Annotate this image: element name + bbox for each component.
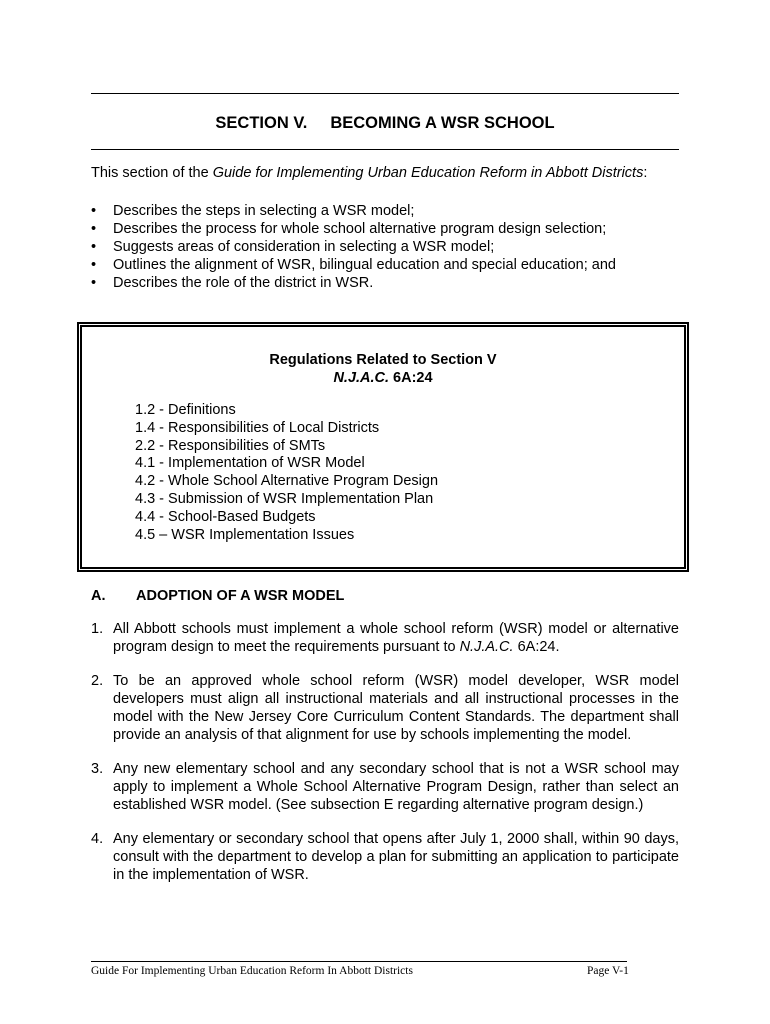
paragraph-item: 4. Any elementary or secondary school that opens after July 1, 2000 shall, within 90 days, consult with the department to develop a plan for submitting an application to participate in the implementation of WSR.: [91, 831, 679, 883]
regulations-list: [135, 402, 438, 544]
footer-page-number: Page V-1: [587, 965, 629, 977]
paragraph-number: 4.: [91, 831, 104, 847]
list-item: • Describes the steps in selecting a WSR model;: [91, 203, 415, 219]
list-item: 4.1 - Implementation of WSR Model: [135, 455, 365, 472]
list-item: • Describes the process for whole school alternative program design selection;: [91, 221, 607, 237]
bullet-icon: •: [91, 257, 97, 273]
numbered-paragraphs: [91, 620, 679, 900]
bullet-icon: •: [91, 275, 97, 291]
intro-guide-title: Guide for Implementing Urban Education Reform in Abbott Districts: [212, 165, 644, 181]
regulations-box: [77, 322, 689, 572]
regulations-title: Regulations Related to Section V: [269, 352, 497, 368]
intro-prefix: This section of the: [91, 165, 213, 181]
intro-text: [91, 165, 647, 181]
page-title: [91, 114, 679, 133]
footer-document-title: Guide For Implementing Urban Education Reform In Abbott Districts: [91, 965, 413, 977]
top-rule: [91, 93, 679, 94]
intro-bullet-list: [91, 202, 616, 292]
footer-rule: [91, 961, 627, 962]
section-number: SECTION V.: [215, 114, 308, 132]
list-item: • Outlines the alignment of WSR, bilingual education and special education; and: [91, 257, 616, 273]
bullet-icon: •: [91, 221, 97, 237]
paragraph-number: 3.: [91, 761, 104, 777]
paragraph-number: 2.: [91, 673, 104, 689]
bullet-icon: •: [91, 203, 97, 219]
section-a-title: ADOPTION OF A WSR MODEL: [136, 588, 345, 604]
list-item: 1.2 - Definitions: [135, 402, 236, 418]
paragraph-item: 3. Any new elementary school and any secondary school that is not a WSR school may apply to implement a Whole School Alternative Program Design, rather than select an established WSR model. (See subsection E regarding alternative program design.): [91, 761, 679, 813]
regulations-code: N.J.A.C. 6A:24: [333, 370, 433, 386]
list-item: 1.4 - Responsibilities of Local Districts: [135, 419, 380, 436]
paragraph-number: 1.: [91, 621, 104, 637]
title-underline: [91, 149, 679, 150]
regulations-heading: [82, 351, 684, 387]
section-a-heading: [91, 588, 344, 604]
list-item: 2.2 - Responsibilities of SMTs: [135, 437, 326, 454]
list-item: 4.3 - Submission of WSR Implementation Plan: [135, 490, 434, 507]
bullet-icon: •: [91, 239, 97, 255]
intro-suffix: :: [643, 165, 648, 181]
section-a-letter: A.: [91, 588, 106, 604]
paragraph-item: 2. To be an approved whole school reform (WSR) model developer, WSR model developers must align all instructional materials and all instructional processes in the model with the New Jersey Core Curriculum Content Standards. The department shall provide an analysis of that alignment for use by schools implementing the model.: [91, 673, 679, 743]
list-item: • Suggests areas of consideration in selecting a WSR model;: [91, 239, 495, 255]
list-item: 4.5 – WSR Implementation Issues: [135, 526, 355, 543]
paragraph-item: 1. All Abbott schools must implement a whole school reform (WSR) model or alternative program design to meet the requirements pursuant to N.J.A.C. 6A:24.: [91, 621, 679, 655]
list-item: • Describes the role of the district in WSR.: [91, 275, 374, 291]
section-title: BECOMING A WSR SCHOOL: [330, 114, 555, 132]
list-item: 4.2 - Whole School Alternative Program Design: [135, 473, 439, 490]
list-item: 4.4 - School-Based Budgets: [135, 508, 316, 525]
